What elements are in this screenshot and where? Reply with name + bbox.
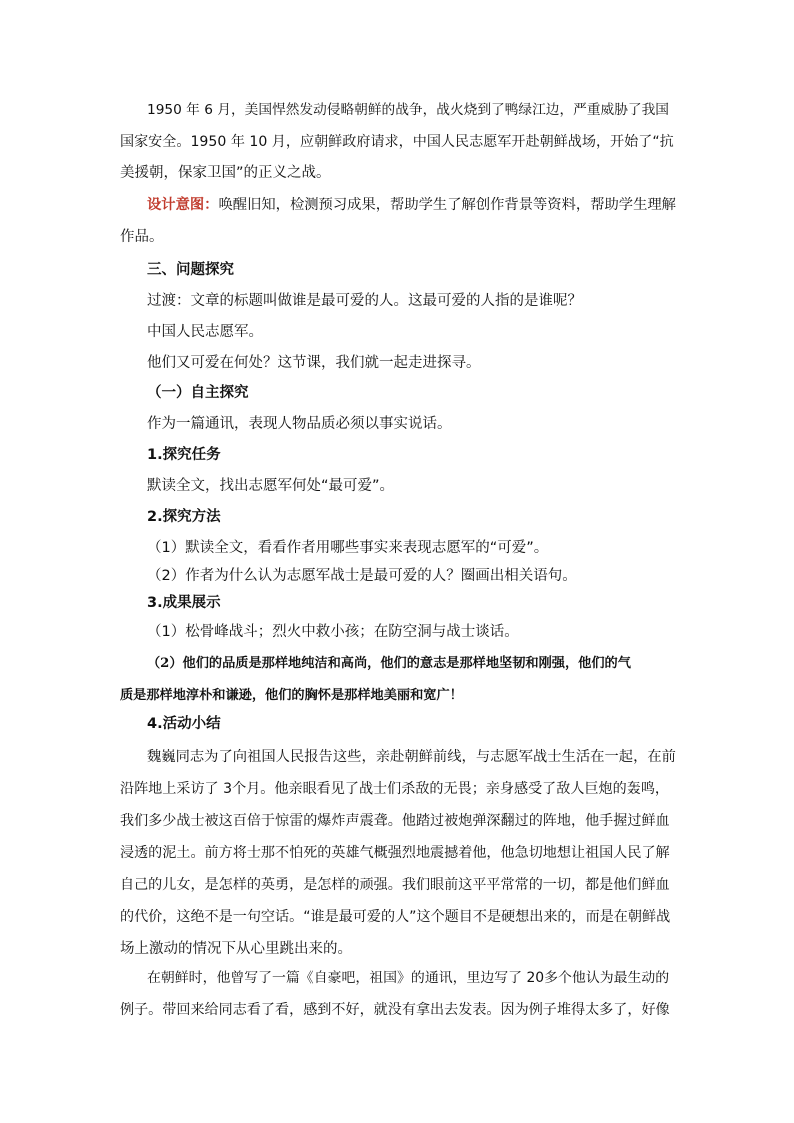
- intro-line-3: 美援朝，保家卫国”的正义之战。: [120, 165, 331, 181]
- task-text: 默读全文，找出志愿军何处“最可爱”。: [147, 478, 395, 494]
- summary-heading: 4.活动小结: [147, 716, 221, 732]
- summary-p1-line-1: 魏巍同志为了向祖国人民报告这些，亲赴朝鲜前线，与志愿军战士生活在一起，在前: [147, 749, 676, 765]
- question-text: 他们又可爱在何处？这节课，我们就一起走进探寻。: [147, 355, 481, 371]
- summary-p1-line-6: 的代价，这绝不是一句空话。“谁是最可爱的人”这个题目不是硬想出来的，而是在朝鲜战: [120, 909, 671, 925]
- subsection-heading: （一）自主探究: [147, 385, 249, 401]
- summary-p2-line-2: 例子。带回来给同志看了看，感到不好，就没有拿出去发表。因为例子堆得太多了，好像: [120, 1002, 670, 1018]
- result-item-2-line-1: （2）他们的品质是那样地纯洁和高尚，他们的意志是那样地坚韧和刚强，他们的气: [147, 656, 631, 671]
- summary-p1-line-2: 沿阵地上采访了 3个月。他亲眼看见了战士们杀敌的无畏；亲身感受了敌人巨炮的轰鸣，: [120, 781, 670, 797]
- task-heading: 1.探究任务: [147, 447, 221, 463]
- answer-text: 中国人民志愿军。: [147, 324, 263, 340]
- design-intent-label: 设计意图：: [147, 197, 219, 213]
- transition-text: 过渡：文章的标题叫做谁是最可爱的人。这最可爱的人指的是谁呢？: [147, 293, 582, 309]
- design-intent-line-2: 作品。: [120, 229, 164, 245]
- summary-p2-line-1: 在朝鲜时，他曾写了一篇《自豪吧，祖国》的通讯，里边写了 20多个他认为最生动的: [147, 970, 670, 986]
- method-item-1: （1）默读全文，看看作者用哪些事实来表现志愿军的“可爱”。: [147, 540, 549, 556]
- result-item-1: （1）松骨峰战斗；烈火中救小孩；在防空洞与战士谈话。: [147, 624, 519, 640]
- summary-p1-line-3: 我们多少战士被这百倍于惊雷的爆炸声震聋。他踏过被炮弹深翻过的阵地，他手握过鲜血: [120, 813, 670, 829]
- design-intent-line-1: [147, 195, 676, 215]
- intro-line-1: 1950 年 6 月，美国悍然发动侵略朝鲜的战争，战火烧到了鸭绿江边，严重威胁了我国: [147, 102, 669, 118]
- summary-p1-line-5: 自己的儿女，是怎样的英勇，是怎样的顽强。我们眼前这平平常常的一切，都是他们鲜血: [120, 877, 670, 893]
- design-intent-text: 唤醒旧知，检测预习成果，帮助学生了解创作背景等资料，帮助学生理解: [218, 197, 676, 213]
- method-heading: 2.探究方法: [147, 509, 221, 525]
- summary-p1-line-4: 浸透的泥土。前方将士那不怕死的英雄气概强烈地震撼着他，他急切地想让祖国人民了解: [120, 845, 670, 861]
- result-heading: 3.成果展示: [147, 595, 221, 611]
- method-item-2: （2）作者为什么认为志愿军战士是最可爱的人？圈画出相关语句。: [147, 568, 577, 584]
- subsection-intro: 作为一篇通讯，表现人物品质必须以事实说话。: [147, 416, 452, 432]
- intro-line-2: 国家安全。1950 年 10 月，应朝鲜政府请求，中国人民志愿军开赴朝鲜战场，开始了“抗: [120, 134, 674, 150]
- result-item-2-line-2: 质是那样地淳朴和谦逊，他们的胸怀是那样地美丽和宽广！: [120, 688, 463, 703]
- section-heading: 三、问题探究: [147, 262, 234, 278]
- summary-p1-line-7: 场上激动的情况下从心里跳出来的。: [120, 941, 352, 957]
